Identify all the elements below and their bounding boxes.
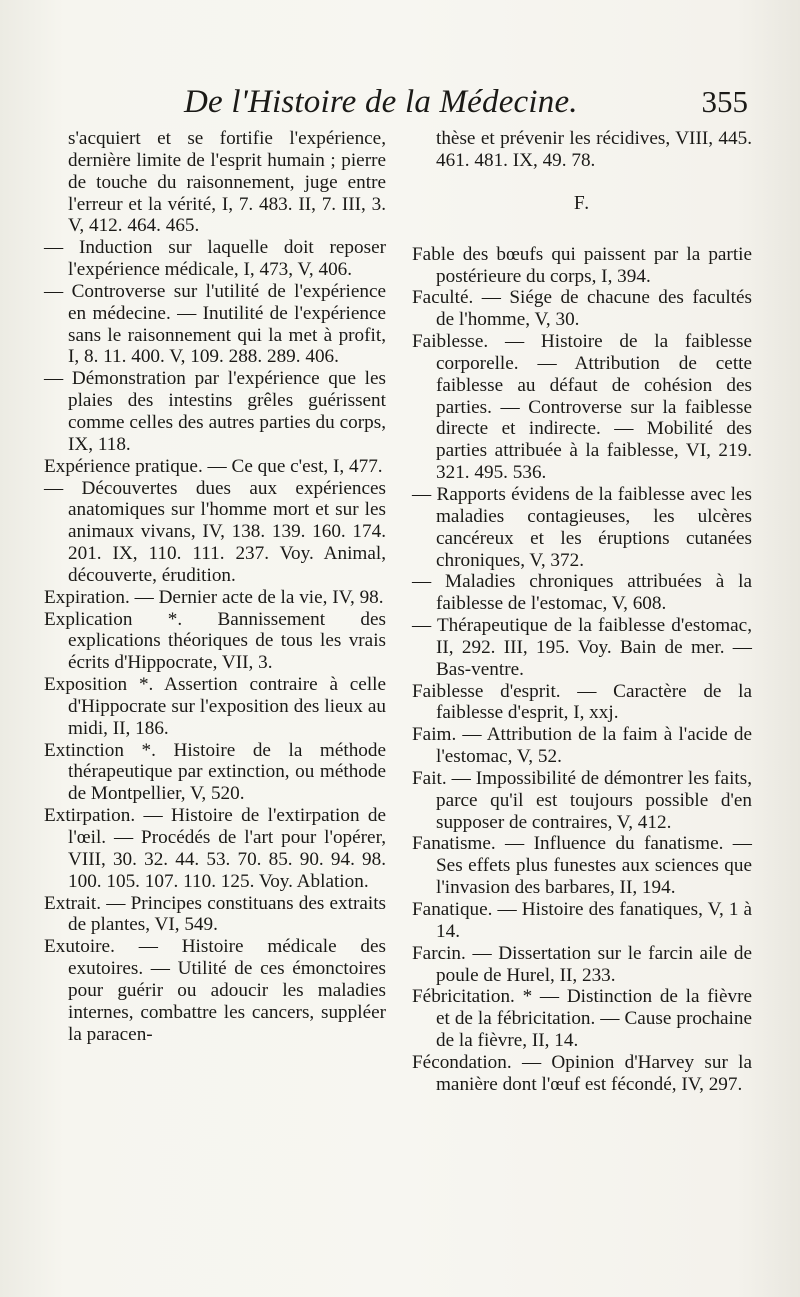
index-entry: Fanatisme. — Influence du fanatisme. — Ses effets plus funestes aux sciences que l'invasion des barbares, II, 194. bbox=[412, 833, 752, 899]
page-number: 355 bbox=[701, 84, 748, 119]
right-column-continuation bbox=[412, 128, 752, 172]
index-entry: Faiblesse d'esprit. — Caractère de la faiblesse d'esprit, I, xxj. bbox=[412, 680, 752, 724]
index-entry: Faiblesse. — Histoire de la faiblesse corporelle. — Attribution de cette faiblesse au défaut de cohésion des parties. — Controverse sur la faiblesse directe et indirecte. — Mobilité des parties attribuée à la faiblesse, VI, 219. 321. 495. 536. bbox=[412, 331, 752, 484]
index-entry: Extirpation. — Histoire de l'extirpation de l'œil. — Procédés de l'art pour l'opérer, VIII, 30. 32. 44. 53. 70. 85. 90. 94. 98. 100. 105. 107. 110. 125. Voy. Ablation. bbox=[44, 805, 386, 892]
index-entry: Exposition *. Assertion contraire à celle d'Hippocrate sur l'exposition des lieux au midi, II, 186. bbox=[44, 674, 386, 739]
index-entry: — Induction sur laquelle doit reposer l'expérience médicale, I, 473, V, 406. bbox=[44, 237, 386, 281]
right-column bbox=[412, 128, 752, 1096]
index-entry: Extinction *. Histoire de la méthode thérapeutique par extinction, ou méthode de Montpellier, V, 520. bbox=[44, 739, 386, 805]
index-entry-continuation: s'acquiert et se fortifie l'expérience, dernière limite de l'esprit humain ; pierre de touche du raisonnement, juge entre l'erreur et la vérité, I, 7. 483. II, 7. III, 3. V, 412. 464. 465. bbox=[68, 128, 386, 237]
left-column bbox=[44, 128, 386, 1045]
index-entry: Extrait. — Principes constituans des extraits de plantes, VI, 549. bbox=[44, 892, 386, 936]
index-entry: — Rapports évidens de la faiblesse avec les maladies contagieuses, les ulcères cancéreux et les éruptions cutanées chroniques, V, 372. bbox=[412, 483, 752, 571]
page-header bbox=[0, 84, 800, 128]
index-entry: Exutoire. — Histoire médicale des exutoires. — Utilité de ces émonctoires pour guérir ou adoucir les maladies internes, combattre les cancers, suppléer la paracen- bbox=[44, 936, 386, 1045]
index-entry: — Maladies chroniques attribuées à la faiblesse de l'estomac, V, 608. bbox=[412, 571, 752, 615]
index-entry: — Thérapeutique de la faiblesse d'estomac, II, 292. III, 195. Voy. Bain de mer. — Bas-ventre. bbox=[412, 615, 752, 680]
index-entry: Fable des bœufs qui paissent par la partie postérieure du corps, I, 394. bbox=[412, 243, 752, 287]
running-title: De l'Histoire de la Médecine. bbox=[184, 84, 578, 120]
index-entry: Fanatique. — Histoire des fanatiques, V, 1 à 14. bbox=[412, 899, 752, 942]
index-entry: Fécondation. — Opinion d'Harvey sur la manière dont l'œuf est fécondé, IV, 297. bbox=[412, 1051, 752, 1095]
index-entry: Expérience pratique. — Ce que c'est, I, 477. bbox=[44, 455, 383, 477]
index-entry: — Controverse sur l'utilité de l'expérience en médecine. — Inutilité de l'expérience sans le raisonnement qui la met à profit, I, 8. 11. 400. V, 109. 288. 289. 406. bbox=[44, 280, 386, 368]
index-entry: — Démonstration par l'expérience que les plaies des intestins grêles guérissent comme celles des autres parties du corps, IX, 118. bbox=[44, 368, 386, 455]
index-entry: Fébricitation. * — Distinction de la fièvre et de la fébricitation. — Cause prochaine de la fièvre, II, 14. bbox=[412, 986, 752, 1052]
index-entry: Fait. — Impossibilité de démontrer les faits, parce qu'il est toujours possible d'en supposer de contraires, V, 412. bbox=[412, 767, 752, 833]
index-entry: Explication *. Bannissement des explications théoriques de tous les vrais écrits d'Hippocrate, VII, 3. bbox=[44, 608, 386, 674]
index-entry: Faculté. — Siége de chacune des facultés de l'homme, V, 30. bbox=[412, 287, 752, 331]
index-entry: — Découvertes dues aux expériences anatomiques sur l'homme mort et sur les animaux vivans, IV, 138. 139. 160. 174. 201. IX, 110. 111. 237. Voy. Animal, découverte, érudition. bbox=[44, 477, 386, 586]
index-entry-continuation: thèse et prévenir les récidives, VIII, 445. 461. 481. IX, 49. 78. bbox=[436, 128, 752, 171]
index-entry: Faim. — Attribution de la faim à l'acide de l'estomac, V, 52. bbox=[412, 724, 752, 768]
right-column-entries bbox=[412, 244, 752, 1096]
section-letter: F. bbox=[573, 192, 591, 214]
index-entry: Expiration. — Dernier acte de la vie, IV, 98. bbox=[44, 586, 384, 608]
index-entry: Farcin. — Dissertation sur le farcin aile de poule de Hurel, II, 233. bbox=[412, 942, 752, 986]
